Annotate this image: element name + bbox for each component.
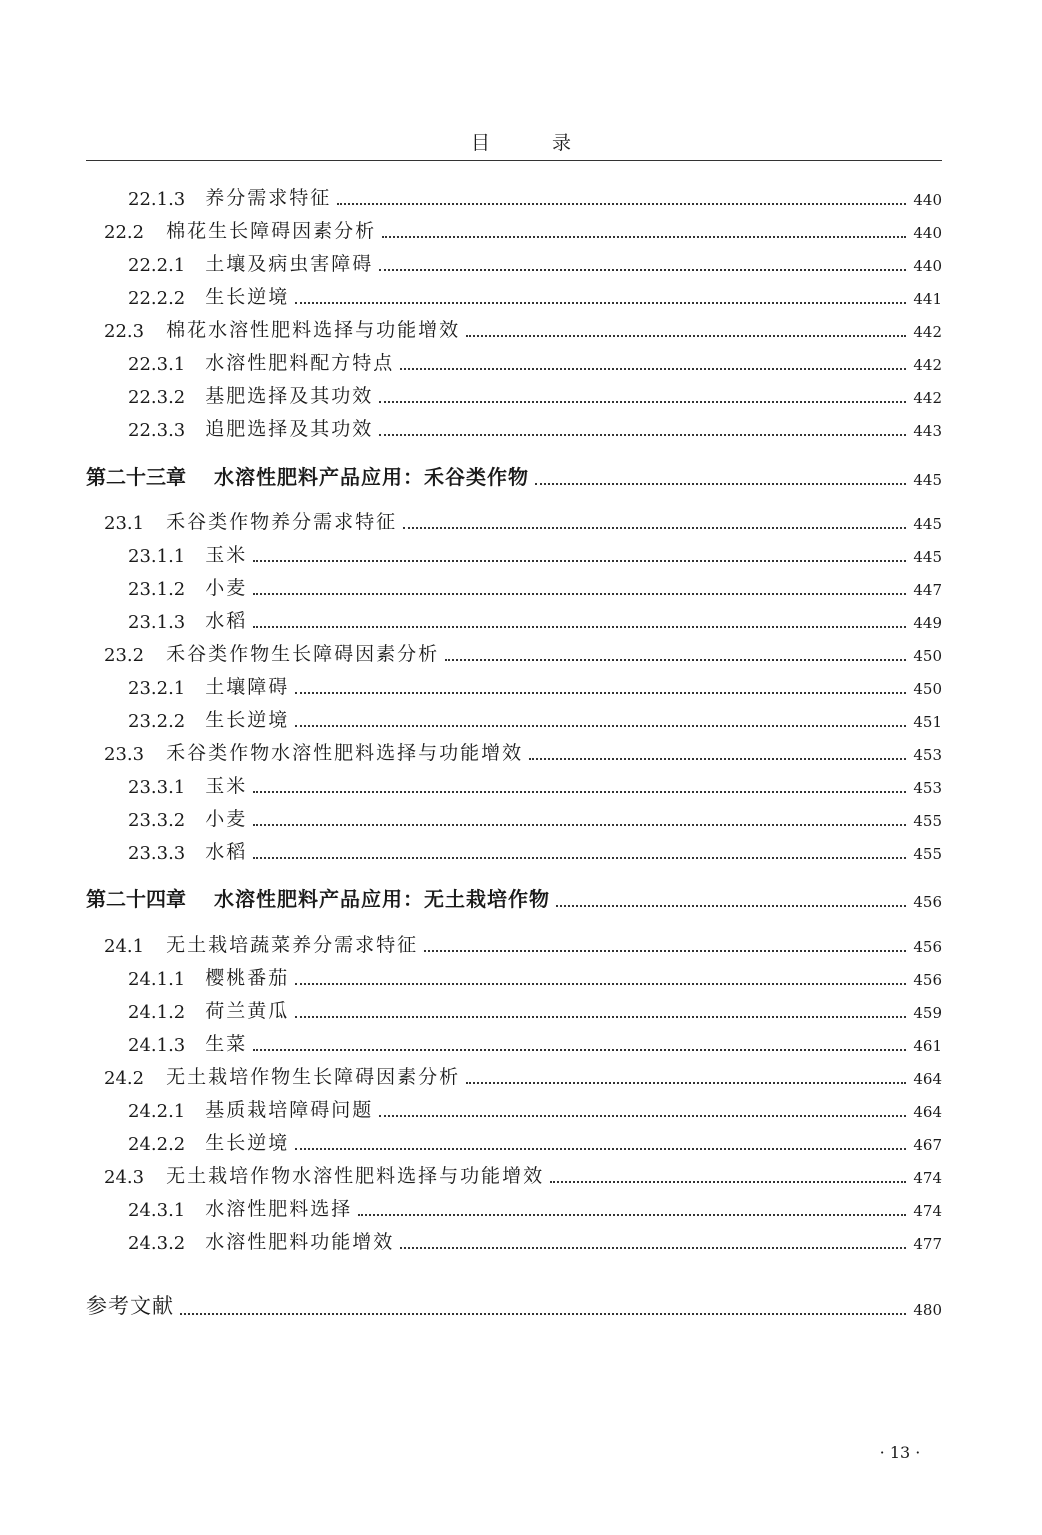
dot-leader xyxy=(424,950,906,952)
toc-entry[interactable] xyxy=(128,605,942,633)
dot-leader xyxy=(337,203,906,205)
toc-entry-page: 464 xyxy=(913,1103,942,1121)
toc-entry-page: 453 xyxy=(913,746,942,764)
toc-entry-number: 23.2.1 xyxy=(128,678,186,699)
toc-entry[interactable] xyxy=(128,539,942,567)
toc-entry-number: 22.2 xyxy=(104,222,145,243)
toc-entry-page: 456 xyxy=(913,971,942,989)
dot-leader xyxy=(529,758,906,760)
toc-entry-title: 水溶性肥料配方特点 xyxy=(205,352,395,374)
toc-entry-number: 23.1.2 xyxy=(128,579,186,600)
dot-leader xyxy=(379,1115,906,1117)
toc-references-entry[interactable] xyxy=(86,1292,942,1320)
toc-entry-title: 基肥选择及其功效 xyxy=(205,385,374,407)
toc-entry-page: 442 xyxy=(913,323,942,341)
toc-entry-number: 23.3 xyxy=(104,744,145,765)
toc-entry-number: 23.3.2 xyxy=(128,810,186,831)
toc-entry-title: 水稻 xyxy=(205,841,248,863)
toc-entry-title: 无土栽培蔬菜养分需求特征 xyxy=(166,934,419,956)
dot-leader xyxy=(253,791,906,793)
toc-entry-title: 玉米 xyxy=(205,544,248,566)
toc-entry-number: 24.2 xyxy=(104,1068,145,1089)
dot-leader xyxy=(253,560,906,562)
dot-leader xyxy=(379,269,906,271)
toc-entry-page: 456 xyxy=(913,938,942,956)
toc-entry-number: 24.3.2 xyxy=(128,1233,186,1254)
toc-entry-page: 467 xyxy=(913,1136,942,1154)
toc-entry[interactable] xyxy=(128,704,942,732)
toc-entry[interactable] xyxy=(128,182,942,210)
toc-entry-number: 24.2.1 xyxy=(128,1101,186,1122)
toc-entry[interactable] xyxy=(128,380,942,408)
toc-entry-title: 基质栽培障碍问题 xyxy=(205,1099,374,1121)
toc-entry-page: 474 xyxy=(913,1169,942,1187)
toc-entry-number: 23.2 xyxy=(104,645,145,666)
dot-leader xyxy=(466,335,906,337)
toc-chapter-entry[interactable] xyxy=(86,878,942,912)
toc-entry-title: 水溶性肥料功能增效 xyxy=(205,1231,395,1253)
toc-entry[interactable] xyxy=(128,347,942,375)
dot-leader xyxy=(400,368,906,370)
toc-entry[interactable] xyxy=(104,506,942,534)
toc-entry-number: 22.3.3 xyxy=(128,420,186,441)
toc-entry-page: 461 xyxy=(913,1037,942,1055)
toc-entry-title: 禾谷类作物水溶性肥料选择与功能增效 xyxy=(166,742,524,764)
dot-leader xyxy=(400,1247,906,1249)
toc-entry[interactable] xyxy=(104,638,942,666)
toc-entry-page: 445 xyxy=(913,515,942,533)
toc-entry-title: 养分需求特征 xyxy=(205,187,332,209)
dot-leader xyxy=(445,659,906,661)
toc-entry[interactable] xyxy=(128,1127,942,1155)
toc-entry-title: 生菜 xyxy=(205,1033,248,1055)
dot-leader xyxy=(295,1148,906,1150)
dot-leader xyxy=(180,1313,906,1315)
toc-entry-page: 455 xyxy=(913,812,942,830)
toc-entry[interactable] xyxy=(128,413,942,441)
toc-entry-number: 22.1.3 xyxy=(128,189,186,210)
toc-entry-title: 小麦 xyxy=(205,577,248,599)
dot-leader xyxy=(295,1016,906,1018)
toc-entry-number: 参考文献 xyxy=(86,1294,174,1318)
dot-leader xyxy=(550,1181,906,1183)
toc-entry-title: 玉米 xyxy=(205,775,248,797)
dot-leader xyxy=(379,434,906,436)
toc-entry-number: 24.1.3 xyxy=(128,1035,186,1056)
toc-entry-page: 442 xyxy=(913,356,942,374)
toc-entry[interactable] xyxy=(128,1028,942,1056)
toc-entry-number: 23.3.3 xyxy=(128,843,186,864)
toc-entry-number: 24.1.2 xyxy=(128,1002,186,1023)
toc-entry[interactable] xyxy=(104,215,942,243)
toc-entry-number: 23.3.1 xyxy=(128,777,186,798)
toc-entry-number: 23.1.1 xyxy=(128,546,186,567)
toc-entry-number: 24.1.1 xyxy=(128,969,186,990)
toc-entry-page: 459 xyxy=(913,1004,942,1022)
toc-entry-page: 440 xyxy=(913,257,942,275)
dot-leader xyxy=(466,1082,906,1084)
toc-entry[interactable] xyxy=(128,1226,942,1254)
toc-entry[interactable] xyxy=(128,281,942,309)
dot-leader xyxy=(295,725,906,727)
toc-entry[interactable] xyxy=(128,248,942,276)
toc-entry-page: 480 xyxy=(913,1301,942,1319)
toc-entry-title: 棉花生长障碍因素分析 xyxy=(166,220,377,242)
page-number: · 13 · xyxy=(879,1443,921,1462)
toc-entry-page: 464 xyxy=(913,1070,942,1088)
toc-entry-title: 水溶性肥料产品应用：无土栽培作物 xyxy=(214,887,550,911)
toc-entry-title: 棉花水溶性肥料选择与功能增效 xyxy=(166,319,461,341)
toc-entry-page: 453 xyxy=(913,779,942,797)
dot-leader xyxy=(253,626,906,628)
toc-entry-number: 23.2.2 xyxy=(128,711,186,732)
toc-entry-number: 第二十三章 xyxy=(86,465,186,489)
dot-leader xyxy=(379,401,906,403)
toc-entry-title: 禾谷类作物生长障碍因素分析 xyxy=(166,643,440,665)
dot-leader xyxy=(295,983,906,985)
toc-entry-page: 440 xyxy=(913,224,942,242)
toc-entry[interactable] xyxy=(128,1094,942,1122)
toc-entry-number: 24.3 xyxy=(104,1167,145,1188)
page-header: 目 录 xyxy=(470,132,600,154)
toc-entry-page: 450 xyxy=(913,647,942,665)
dot-leader xyxy=(382,236,906,238)
dot-leader xyxy=(295,302,906,304)
toc-entry-title: 水溶性肥料选择 xyxy=(205,1198,353,1220)
toc-entry-title: 无土栽培作物生长障碍因素分析 xyxy=(166,1066,461,1088)
toc-entry-title: 生长逆境 xyxy=(205,1132,290,1154)
toc-entry[interactable] xyxy=(128,803,942,831)
toc-entry-title: 土壤及病虫害障碍 xyxy=(205,253,374,275)
toc-entry-page: 447 xyxy=(913,581,942,599)
toc-entry-page: 477 xyxy=(913,1235,942,1253)
toc-entry-title: 土壤障碍 xyxy=(205,676,290,698)
toc-entry-page: 441 xyxy=(913,290,942,308)
toc-entry-page: 445 xyxy=(913,548,942,566)
toc-entry-page: 442 xyxy=(913,389,942,407)
toc-entry-page: 456 xyxy=(913,893,942,911)
toc-entry-number: 22.3 xyxy=(104,321,145,342)
toc-entry[interactable] xyxy=(128,1193,942,1221)
toc-entry-number: 23.1.3 xyxy=(128,612,186,633)
toc-entry-page: 455 xyxy=(913,845,942,863)
dot-leader xyxy=(403,527,906,529)
dot-leader xyxy=(556,905,906,907)
toc-entry-title: 无土栽培作物水溶性肥料选择与功能增效 xyxy=(166,1165,545,1187)
dot-leader xyxy=(253,1049,906,1051)
dot-leader xyxy=(253,593,906,595)
toc-entry[interactable] xyxy=(104,314,942,342)
toc-entry[interactable] xyxy=(128,770,942,798)
toc-entry[interactable] xyxy=(128,572,942,600)
toc-entry-number: 24.2.2 xyxy=(128,1134,186,1155)
toc-entry-number: 22.3.1 xyxy=(128,354,186,375)
toc-entry-title: 小麦 xyxy=(205,808,248,830)
toc-entry-number: 22.2.2 xyxy=(128,288,186,309)
toc-entry-title: 生长逆境 xyxy=(205,286,290,308)
dot-leader xyxy=(535,483,906,485)
toc-entry-number: 23.1 xyxy=(104,513,145,534)
toc-entry[interactable] xyxy=(128,671,942,699)
toc-entry[interactable] xyxy=(104,1061,942,1089)
toc-entry[interactable] xyxy=(128,836,942,864)
toc-entry-page: 443 xyxy=(913,422,942,440)
dot-leader xyxy=(358,1214,906,1216)
toc-entry-page: 449 xyxy=(913,614,942,632)
toc-entry[interactable] xyxy=(104,737,942,765)
toc-entry[interactable] xyxy=(128,962,942,990)
dot-leader xyxy=(253,824,906,826)
toc-entry-title: 水稻 xyxy=(205,610,248,632)
toc-entry[interactable] xyxy=(104,1160,942,1188)
toc-entry-title: 樱桃番茄 xyxy=(205,967,290,989)
toc-entry-number: 24.1 xyxy=(104,936,145,957)
toc-entry-number: 第二十四章 xyxy=(86,887,186,911)
toc-chapter-entry[interactable] xyxy=(86,456,942,490)
toc-entry-number: 22.3.2 xyxy=(128,387,186,408)
toc-entry-page: 445 xyxy=(913,471,942,489)
toc-entry[interactable] xyxy=(104,929,942,957)
toc-entry-title: 禾谷类作物养分需求特征 xyxy=(166,511,398,533)
toc-entry-title: 水溶性肥料产品应用：禾谷类作物 xyxy=(214,465,529,489)
toc-entry-title: 追肥选择及其功效 xyxy=(205,418,374,440)
dot-leader xyxy=(253,857,906,859)
dot-leader xyxy=(295,692,906,694)
toc-entry-title: 荷兰黄瓜 xyxy=(205,1000,290,1022)
toc-entry-title: 生长逆境 xyxy=(205,709,290,731)
toc-entry[interactable] xyxy=(128,995,942,1023)
toc-entry-page: 451 xyxy=(913,713,942,731)
toc-entry-page: 474 xyxy=(913,1202,942,1220)
toc-entry-number: 22.2.1 xyxy=(128,255,186,276)
toc-entry-number: 24.3.1 xyxy=(128,1200,186,1221)
toc-entry-page: 450 xyxy=(913,680,942,698)
toc-entry-page: 440 xyxy=(913,191,942,209)
